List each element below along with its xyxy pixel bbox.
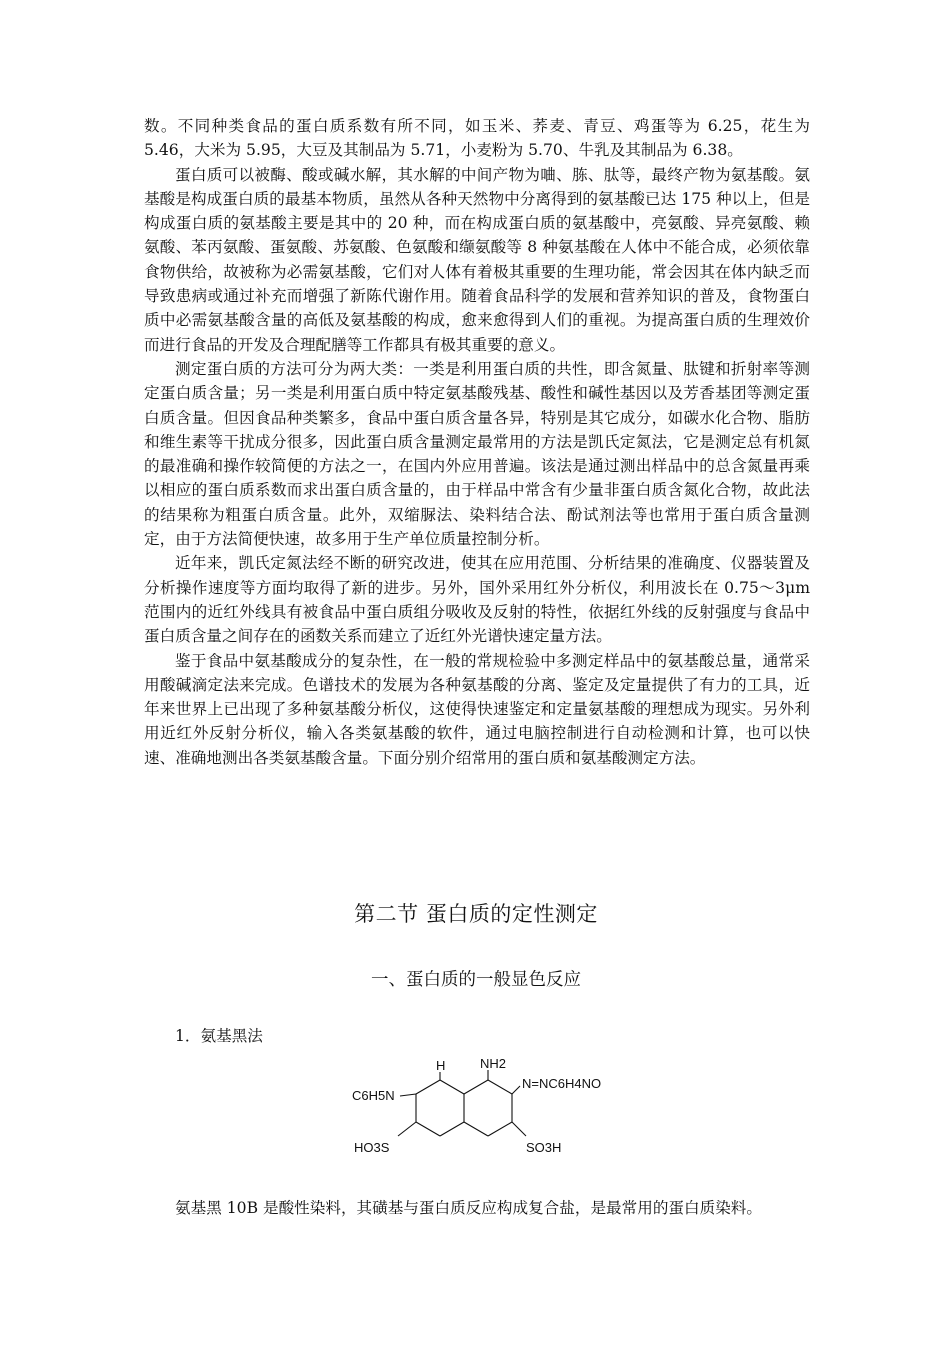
body-text [144,114,810,770]
amido-black-structure [340,1050,640,1165]
label-azo: N=NC6H4NO [522,1076,602,1091]
paragraph-2: 蛋白质可以被酶、酸或碱水解，其水解的中间产物为㖆、胨、肽等，最终产物为氨基酸。氨基酸是构成蛋白质的最基本物质，虽然从各种天然物中分离得到的氨基酸已达 175 种以上，但是构成蛋白质的氨基酸主要是其中的 20 种，而在构成蛋白质的氨基酸中，亮氨酸、异亮氨酸、赖氨酸、苯丙氨酸、蛋氨酸、苏氨酸、色氨酸和缬氨酸等 8 种氨基酸在人体中不能合成，必须依靠食物供给，故被称为必需氨基酸，它们对人体有着极其重要的生理功能，常会因其在体内缺乏而导致患病或通过补充而增强了新陈代谢作用。随着食品科学的发展和营养知识的普及，食物蛋白质中必需氨基酸含量的高低及氨基酸的构成，愈来愈得到人们的重视。为提高蛋白质的生理效价而进行食品的开发及合理配膳等工作都具有极其重要的意义。 [144,165,810,354]
label-ho3s: HO3S [354,1140,390,1155]
label-so3h: SO3H [526,1140,562,1155]
paragraph-3: 测定蛋白质的方法可分为两大类：一类是利用蛋白质的共性，即含氮量、肽键和折射率等测定蛋白质含量；另一类是利用蛋白质中特定氨基酸残基、酸性和碱性基因以及芳香基团等测定蛋白质含量。但因食品种类繁多，食品中蛋白质含量各异，特别是其它成分，如碳水化合物、脂肪和维生素等干扰成分很多，因此蛋白质含量测定最常用的方法是凯氏定氮法，它是测定总有机氮的最准确和操作较简便的方法之一，在国内外应用普遍。该法是通过测出样品中的总含氮量再乘以相应的蛋白质系数而求出蛋白质含量的，由于样品中常含有少量非蛋白质含氮化合物，故此法的结果称为粗蛋白质含量。此外，双缩脲法、染料结合法、酚试剂法等也常用于蛋白质含量测定，由于方法简便快速，故多用于生产单位质量控制分析。 [144,359,810,549]
paragraph-5: 鉴于食品中氨基酸成分的复杂性，在一般的常规检验中多测定样品中的氨基酸总量，通常采用酸碱滴定法来完成。色谱技术的发展为各种氨基酸的分离、鉴定及定量提供了有力的工具，近年来世界上已出现了多种氨基酸分析仪，这使得快速鉴定和定量氨基酸的理想成为现实。另外利用近红外反射分析仪，输入各类氨基酸的软件，通过电脑控制进行自动检测和计算，也可以快速、准确地测出各类氨基酸含量。下面分别介绍常用的蛋白质和氨基酸测定方法。 [144,651,810,767]
naphthalene-rings [398,1070,526,1136]
subsection-title: 一、蛋白质的一般显色反应 [371,970,581,990]
label-nh2: NH2 [480,1056,507,1071]
section-title: 第二节 蛋白质的定性测定 [354,902,598,926]
label-c6h5n: C6H5N [352,1088,395,1103]
paragraph-4: 近年来，凯氏定氮法经不断的研究改进，使其在应用范围、分析结果的准确度、仪器装置及分析操作速度等方面均取得了新的进步。另外，国外采用红外分析仪，利用波长在 0.75～3μm 范围内的近红外线具有被食品中蛋白质组分吸收及反射的特性，依据红外线的反射强度与食品中蛋白质含量之间存在的函数关系而建立了近红外光谱快速定量方法。 [144,554,810,646]
paragraph-1: 数。不同种类食品的蛋白质系数有所不同，如玉米、荞麦、青豆、鸡蛋等为 6.25，花生为 5.46，大米为 5.95，大豆及其制品为 5.71，小麦粉为 5.70、牛乳及其制品为 6.38。 [144,117,810,160]
item-title: 1．氨基黑法 [175,1027,263,1045]
label-h: H [436,1058,446,1073]
figure-caption: 氨基黑 10B 是酸性染料，其磺基与蛋白质反应构成复合盐，是最常用的蛋白质染料。 [175,1199,762,1217]
